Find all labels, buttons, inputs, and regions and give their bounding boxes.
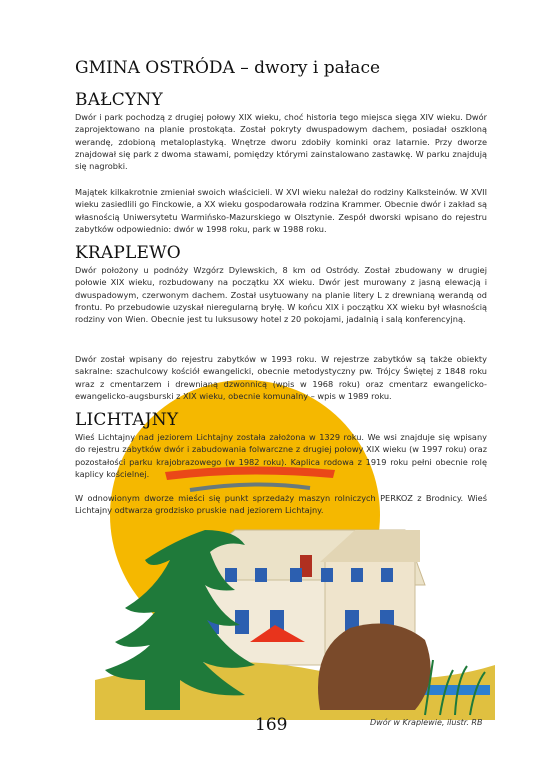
paragraph: W odnowionym dworze mieści się punkt sprzedaży maszyn rolniczych PERKOZ z Brodnicy. Wieś Lichtajny odtwarza grodzisko pruskie nad jeziorem Lichtajny. [75, 493, 487, 516]
page-number: 169 [255, 715, 288, 735]
section-heading-kraplewo: KRAPLEWO [75, 243, 181, 263]
paragraph: Wieś Lichtajny nad jeziorem Lichtajny została założona w 1329 roku. We wsi znajduje się wpisany do rejestru zabytków dwór i zabudowania folwarczne z drugiej połowy XIX wieku (w 1997 roku) oraz pozostałości parku krajobrazowego (w 1982 roku). Kaplica rodowa z 1919 roku pełni obecnie rolę kaplicy kościelnej. [75, 432, 487, 479]
section-heading-balcyny: BAŁCYNY [75, 90, 163, 110]
paragraph: Dwór został wpisany do rejestru zabytków w 1993 roku. W rejestrze zabytków są także obiekty sakralne: szachulcowy kościół ewangelicki, obecnie metodystyczny pw. Trójcy Świętej z 1848 roku wraz z cmentarzem i drewnianą dzwonnicą (wpis w 1968 roku) oraz cmentarz ewangelicko-ewangelicko-augsburski z XIX wieku, obecnie komunalny – wpis w 1989 roku. [75, 354, 487, 401]
illustration-caption: Dwór w Kraplewie, ilustr. RB [370, 718, 483, 727]
paragraph: Majątek kilkakrotnie zmieniał swoich właścicieli. W XVI wieku należał do rodziny Kalksteinów. W XVII wieku zasiedlili go Finckowie, a XX wieku gospodarowała rodzina Krammer. Obecnie dwór i zakład są własnością Uniwersytetu Warmińsko-Mazurskiego w Olsztynie. Zespół dworski wpisano do rejestru zabytków odpowiednio: dwór w 1998 roku, park w 1988 roku. [75, 187, 487, 234]
page-title: GMINA OSTRÓDA – dwory i pałace [75, 58, 381, 78]
section-heading-lichtajny: LICHTAJNY [75, 410, 179, 430]
paragraph: Dwór położony u podnóży Wzgórz Dylewskich, 8 km od Ostródy. Został zbudowany w drugiej połowie XIX wieku, rozbudowany na początku XX wieku. Dwór jest murowany z jasną elewacją i dwuspadowym, czerwonym dachem. Został usytuowany na planie litery L z drewnianą werandą od frontu. Po przebudowie uzyskał nieregularną bryłę. W końcu XIX i początku XX wieku był własnością rodziny von Wien. Obecnie jest tu luksusowy hotel z 20 pokojami, jadalnią i salą konferencyjną. [75, 265, 487, 325]
paragraph: Dwór i park pochodzą z drugiej połowy XIX wieku, choć historia tego miejsca sięga XIV wieku. Dwór zaprojektowano na planie prostokąta. Został pokryty dwuspadowym dachem, posiadał oszkloną werandę, zdobioną metaloplastyką. Wnętrze dworu zdobiły kominki oraz latarnie. Przy dworze znajdował się park z dwoma stawami, pomiędzy którymi zainstalowano zastawkę. W parku znajdują się nagrobki. [75, 112, 487, 172]
